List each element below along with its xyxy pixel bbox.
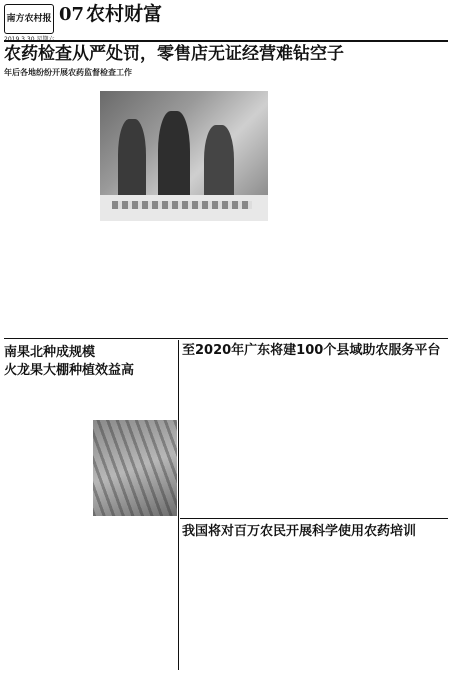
lead-subheadline: 年后各地纷纷开展农药监督检查工作: [4, 68, 132, 77]
greenhouse-photo: [93, 420, 177, 516]
story-four-headline: 我国将对百万农民开展科学使用农药培训: [182, 524, 417, 539]
lead-headline: 农药检查从严处罚，零售店无证经营难钻空子: [4, 44, 344, 64]
story-three-headline: 至2020年广东将建100个县域助农服务平台: [182, 343, 441, 358]
lead-photo: [100, 91, 268, 221]
paper-logo: 南方农村报: [4, 4, 54, 34]
section-divider-lower-right: [180, 518, 448, 519]
masthead-rule: [4, 40, 448, 42]
section-title: 农村财富: [86, 3, 163, 25]
section-divider-main: [4, 338, 448, 339]
column-divider-lower: [178, 340, 179, 670]
masthead: [4, 4, 448, 38]
story-two-headline-line2: 火龙果大棚种植效益高: [4, 363, 135, 378]
story-two-headline-line1: 南果北种成规模: [4, 345, 96, 360]
page-number: 07: [59, 4, 85, 25]
photo-counter: [100, 195, 268, 221]
